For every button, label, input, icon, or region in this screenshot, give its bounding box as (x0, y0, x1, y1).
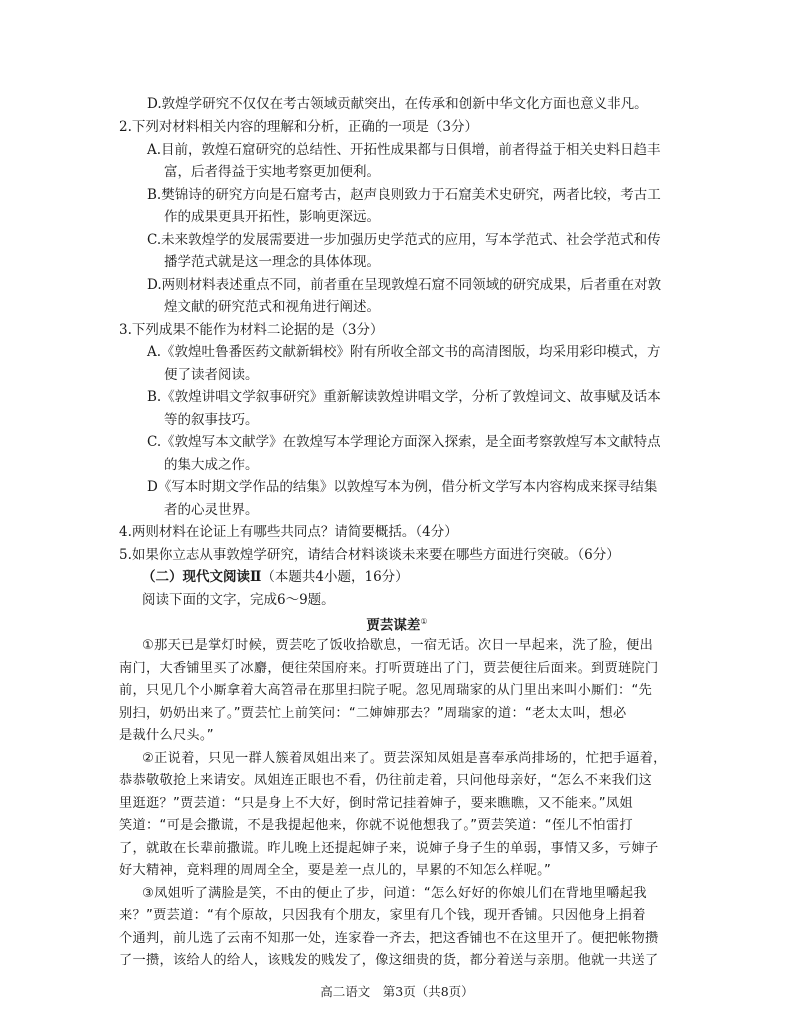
q2-option-d-cont: 煌文献的研究范式和视角进行阐述。 (164, 299, 380, 315)
paragraph-3-line-4: 了一攒，该给人的给人，该贱发的贱发了，像这细贵的货，都分着送与亲朋。他就一共送了 (119, 953, 659, 968)
paragraph-2-line-2: 恭恭敬敬抢上来请安。凤姐连正眼也不看，仍往前走着，只问他母亲好，“怎么不来我们这 (119, 773, 653, 788)
q3-option-c: C.《敦煌写本文献学》在敦煌写本学理论方面深入探索，是全面考察敦煌写本文献特点 (147, 434, 661, 450)
q3-option-b-cont: 等的叙事技巧。 (164, 412, 259, 428)
q3-option-c-cont: 的集大成之作。 (164, 457, 259, 473)
reading-instruction: 阅读下面的文字，完成6～9题。 (142, 592, 335, 608)
paragraph-1-line-3: 前，只见几个小厮拿着大高笤帚在那里扫院子呢。忽见周瑞家的从门里出来叫小厮们：“先 (119, 683, 653, 698)
q3-option-a: A.《敦煌吐鲁番医药文献新辑校》附有所收全部文书的高清图版，均采用彩印模式，方 (147, 344, 661, 360)
passage-title-text: 贾芸谋差 (366, 617, 421, 634)
paragraph-2-line-4: 笑道：“可是会撒谎，不是我提起他来，你就不说他想我了。”贾芸笑道：“侄儿不怕雷打 (119, 818, 633, 833)
question-2: 2.下列对材料相关内容的理解和分析，正确的一项是（3分） (119, 119, 478, 135)
q2-option-c-cont: 播学范式就是这一理念的具体体现。 (164, 254, 380, 270)
paragraph-3-line-3: 个通判，前儿选了云南不知那一处，连家眷一齐去，把这香铺也不在这里开了。便把帐物攒 (119, 931, 659, 946)
q3-option-d: D《写本时期文学作品的结集》以敦煌写本为例，借分析文学写本内容构成来探寻结集 (147, 479, 658, 495)
q2-option-c: C.未来敦煌学的发展需要进一步加强历史学范式的应用，写本学范式、社会学范式和传 (147, 232, 661, 248)
q2-option-a-cont: 富，后者得益于实地考察更加便利。 (164, 164, 380, 180)
section-heading (142, 567, 409, 587)
paragraph-1-line-2: 南门，大香铺里买了冰麝，便往荣国府来。打听贾琏出了门，贾芸便往后面来。到贾琏院门 (119, 661, 659, 676)
question-3: 3.下列成果不能作为材料二论据的是（3分） (119, 322, 384, 338)
q2-option-d: D.两则材料表述重点不同，前者重在呈现敦煌石窟不同领域的研究成果，后者重在对敦 (147, 277, 662, 293)
passage-title-footnote-mark: ① (420, 617, 428, 626)
paragraph-2-line-6: 好大精神，竟料理的周周全全，要是差一点儿的，早累的不知怎么样呢。” (119, 863, 552, 878)
q3-option-b: B.《敦煌讲唱文学叙事研究》重新解读敦煌讲唱文学，分析了敦煌词文、故事赋及话本 (147, 389, 661, 405)
paragraph-1-line-1: ①那天已是掌灯时候，贾芸吃了饭收拾歇息，一宿无话。次日一早起来，洗了脸，便出 (142, 638, 654, 653)
section-heading-note: （本题共4小题，16分） (261, 569, 409, 585)
q2-option-b: B.樊锦诗的研究方向是石窟考古，赵声良则致力于石窟美术史研究，两者比较，考古工 (147, 187, 661, 203)
paragraph-3-line-1: ③凤姐听了满脸是笑，不由的便止了步，问道：“怎么好好的你娘儿们在背地里嚼起我 (142, 886, 647, 901)
section-heading-bold: （二）现代文阅读Ⅱ (142, 569, 262, 585)
question-5: 5.如果你立志从事敦煌学研究，请结合材料谈谈未来要在哪些方面进行突破。（6分） (119, 547, 620, 563)
paragraph-2-line-5: 了，就敢在长辈前撒谎。昨儿晚上还提起婶子来，说婶子身子生的单弱，事情又多，亏婶子 (119, 841, 659, 856)
passage-title (0, 612, 794, 636)
q2-option-b-cont: 作的成果更具开拓性，影响更深远。 (164, 209, 380, 225)
q3-option-a-cont: 便了读者阅读。 (164, 367, 259, 383)
q1-option-d: D.敦煌学研究不仅仅在考古领域贡献突出，在传承和创新中华文化方面也意义非凡。 (147, 96, 648, 112)
paragraph-1-line-4: 别扫，奶奶出来了。”贾芸忙上前笑问：“二婶婶那去？”周瑞家的道：“老太太叫，想必 (119, 706, 627, 721)
question-4: 4.两则材料在论证上有哪些共同点？请简要概括。（4分） (119, 524, 458, 540)
q2-option-a: A.目前，敦煌石窟研究的总结性、开拓性成果都与日俱增，前者得益于相关史料日趋丰 (147, 142, 661, 158)
paragraph-2-line-3: 里逛逛？”贾芸道：“只是身上不大好，倒时常记挂着婶子，要来瞧瞧，又不能来。”凤姐 (119, 796, 633, 811)
q3-option-d-cont: 者的心灵世界。 (164, 502, 259, 518)
paragraph-3-line-2: 来？”贾芸道：“有个原故，只因我有个朋友，家里有几个钱，现开香铺。只因他身上捐着 (119, 908, 646, 923)
paragraph-2-line-1: ②正说着，只见一群人簇着凤姐出来了。贾芸深知凤姐是喜奉承尚排场的，忙把手逼着， (142, 751, 667, 766)
paragraph-1-line-5: 是裁什么尺头。” (119, 728, 214, 743)
page-footer: 高二语文 第3页（共8页） (320, 984, 474, 999)
